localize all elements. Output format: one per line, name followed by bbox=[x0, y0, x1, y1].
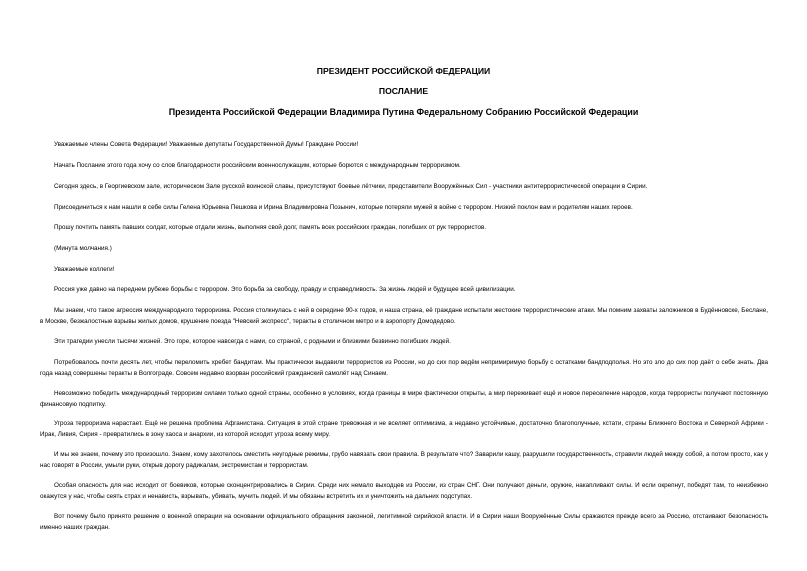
paragraph-decision: Вот почему было принято решение о военной операции на основании официального обращения законной, легитимной сирийской власти. И в Сирии наши Вооружённые Силы сражаются прежде всего за Россию, отстаивают безопасность именно наших граждан. bbox=[40, 513, 768, 531]
paragraph-widows: Присоединиться к нам нашли в себе силы Гелена Юрьевна Пешкова и Ирина Владимировна Позынич, которые потеряли мужей в войне с террором. Низкий поклон вам и родителям наших героев. bbox=[54, 204, 633, 211]
paragraph-guests: Сегодня здесь, в Георгиевском зале, историческом Зале русской воинской славы, присутствуют боевые лётчики, представители Вооружённых Сил - участники антитеррористической операции в Сирии. bbox=[54, 183, 648, 190]
paragraph-memory: Прошу почтить память павших солдат, которые отдали жизнь, выполняя свой долг, память всех российских граждан, погибших от рук террористов. bbox=[54, 224, 487, 231]
document-heading-title: ПРЕЗИДЕНТ РОССИЙСКОЙ ФЕДЕРАЦИИ bbox=[316, 66, 491, 76]
paragraph-silence: (Минута молчания.) bbox=[54, 245, 112, 252]
document-heading-subtitle: Президента Российской Федерации Владимира Путина Федеральному Собранию Российской Федерации bbox=[168, 107, 639, 117]
paragraph-danger: Особая опасность для нас исходит от боевиков, которые сконцентрировались в Сирии. Среди них немало выходцев из России, из стран СНГ. Они получают деньги, оружие, накапливают силы. И если окрепнут, победят там, то неизбежно окажутся у нас, чтобы сеять страх и ненависть, взрывать, убивать, мучить людей. И мы обязаны встретить их и уничтожить на дальних подступах. bbox=[40, 482, 768, 500]
paragraph-tragedies: Эти трагедии унесли тысячи жизней. Это горе, которое навсегда с нами, со страной, с родными и близкими безвинно погибших людей. bbox=[54, 338, 451, 345]
paragraph-colleagues: Уважаемые коллеги! bbox=[54, 266, 115, 273]
paragraph-threat: Угроза терроризма нарастает. Ещё не решена проблема Афганистана. Ситуация в этой стране тревожная и не вселяет оптимизма, а недавно устойчивые, достаточно благополучные, кстати, страны Ближнего Востока и Северной Африки - Ирак, Ливия, Сирия - превратились в зону хаоса и анархии, из которой исходит угроза всему миру. bbox=[40, 420, 768, 438]
paragraph-frontline: Россия уже давно на переднем рубеже борьбы с террором. Это борьба за свободу, правду и справедливость. За жизнь людей и будущее всей цивилизации. bbox=[54, 286, 516, 293]
paragraph-why: И мы же знаем, почему это произошло. Знаем, кому захотелось сместить неугодные режимы, грубо навязать свои правила. В результате что? Заварили кашу, разрушили государственность, стравили людей между собой, а потом просто, как у нас говорят в России, умыли руки, открыв дорогу радикалам, экстремистам и террористам. bbox=[40, 451, 768, 469]
paragraph-greeting: Уважаемые члены Совета Федерации! Уважаемые депутаты Государственной Думы! Граждане России! bbox=[54, 141, 359, 148]
paragraph-decade: Потребовалось почти десять лет, чтобы переломить хребет бандитам. Мы практически выдавили террористов из России, но до сих пор ведём непримиримую борьбу с остатками бандподполья. Но это зло до сих пор даёт о себе знать. Два года назад совершены теракты в Волгограде. Совсем недавно взорван российский гражданский самолёт над Синаем. bbox=[40, 359, 768, 377]
document-heading-type: ПОСЛАНИЕ bbox=[378, 86, 429, 96]
paragraph-aggression: Мы знаем, что такое агрессия международного терроризма. Россия столкнулась с ней в середине 90-х годов, и наша страна, её граждане испытали жестокие террористические атаки. Мы помним захваты заложников в Будённовске, Беслане, в Москве, безжалостные взрывы жилых домов, крушение поезда "Невский экспресс", теракты в столичном метро и в аэропорту Домодедово. bbox=[40, 307, 768, 325]
paragraph-impossible: Невозможно победить международный терроризм силами только одной страны, особенно в условиях, когда границы в мире фактически открыты, а мир переживает ещё и новое переселение народов, когда террористы получают постоянную финансовую подпитку. bbox=[40, 390, 768, 408]
paragraph-gratitude: Начать Послание этого года хочу со слов благодарности российским военнослужащим, которые борются с международным терроризмом. bbox=[54, 162, 461, 169]
